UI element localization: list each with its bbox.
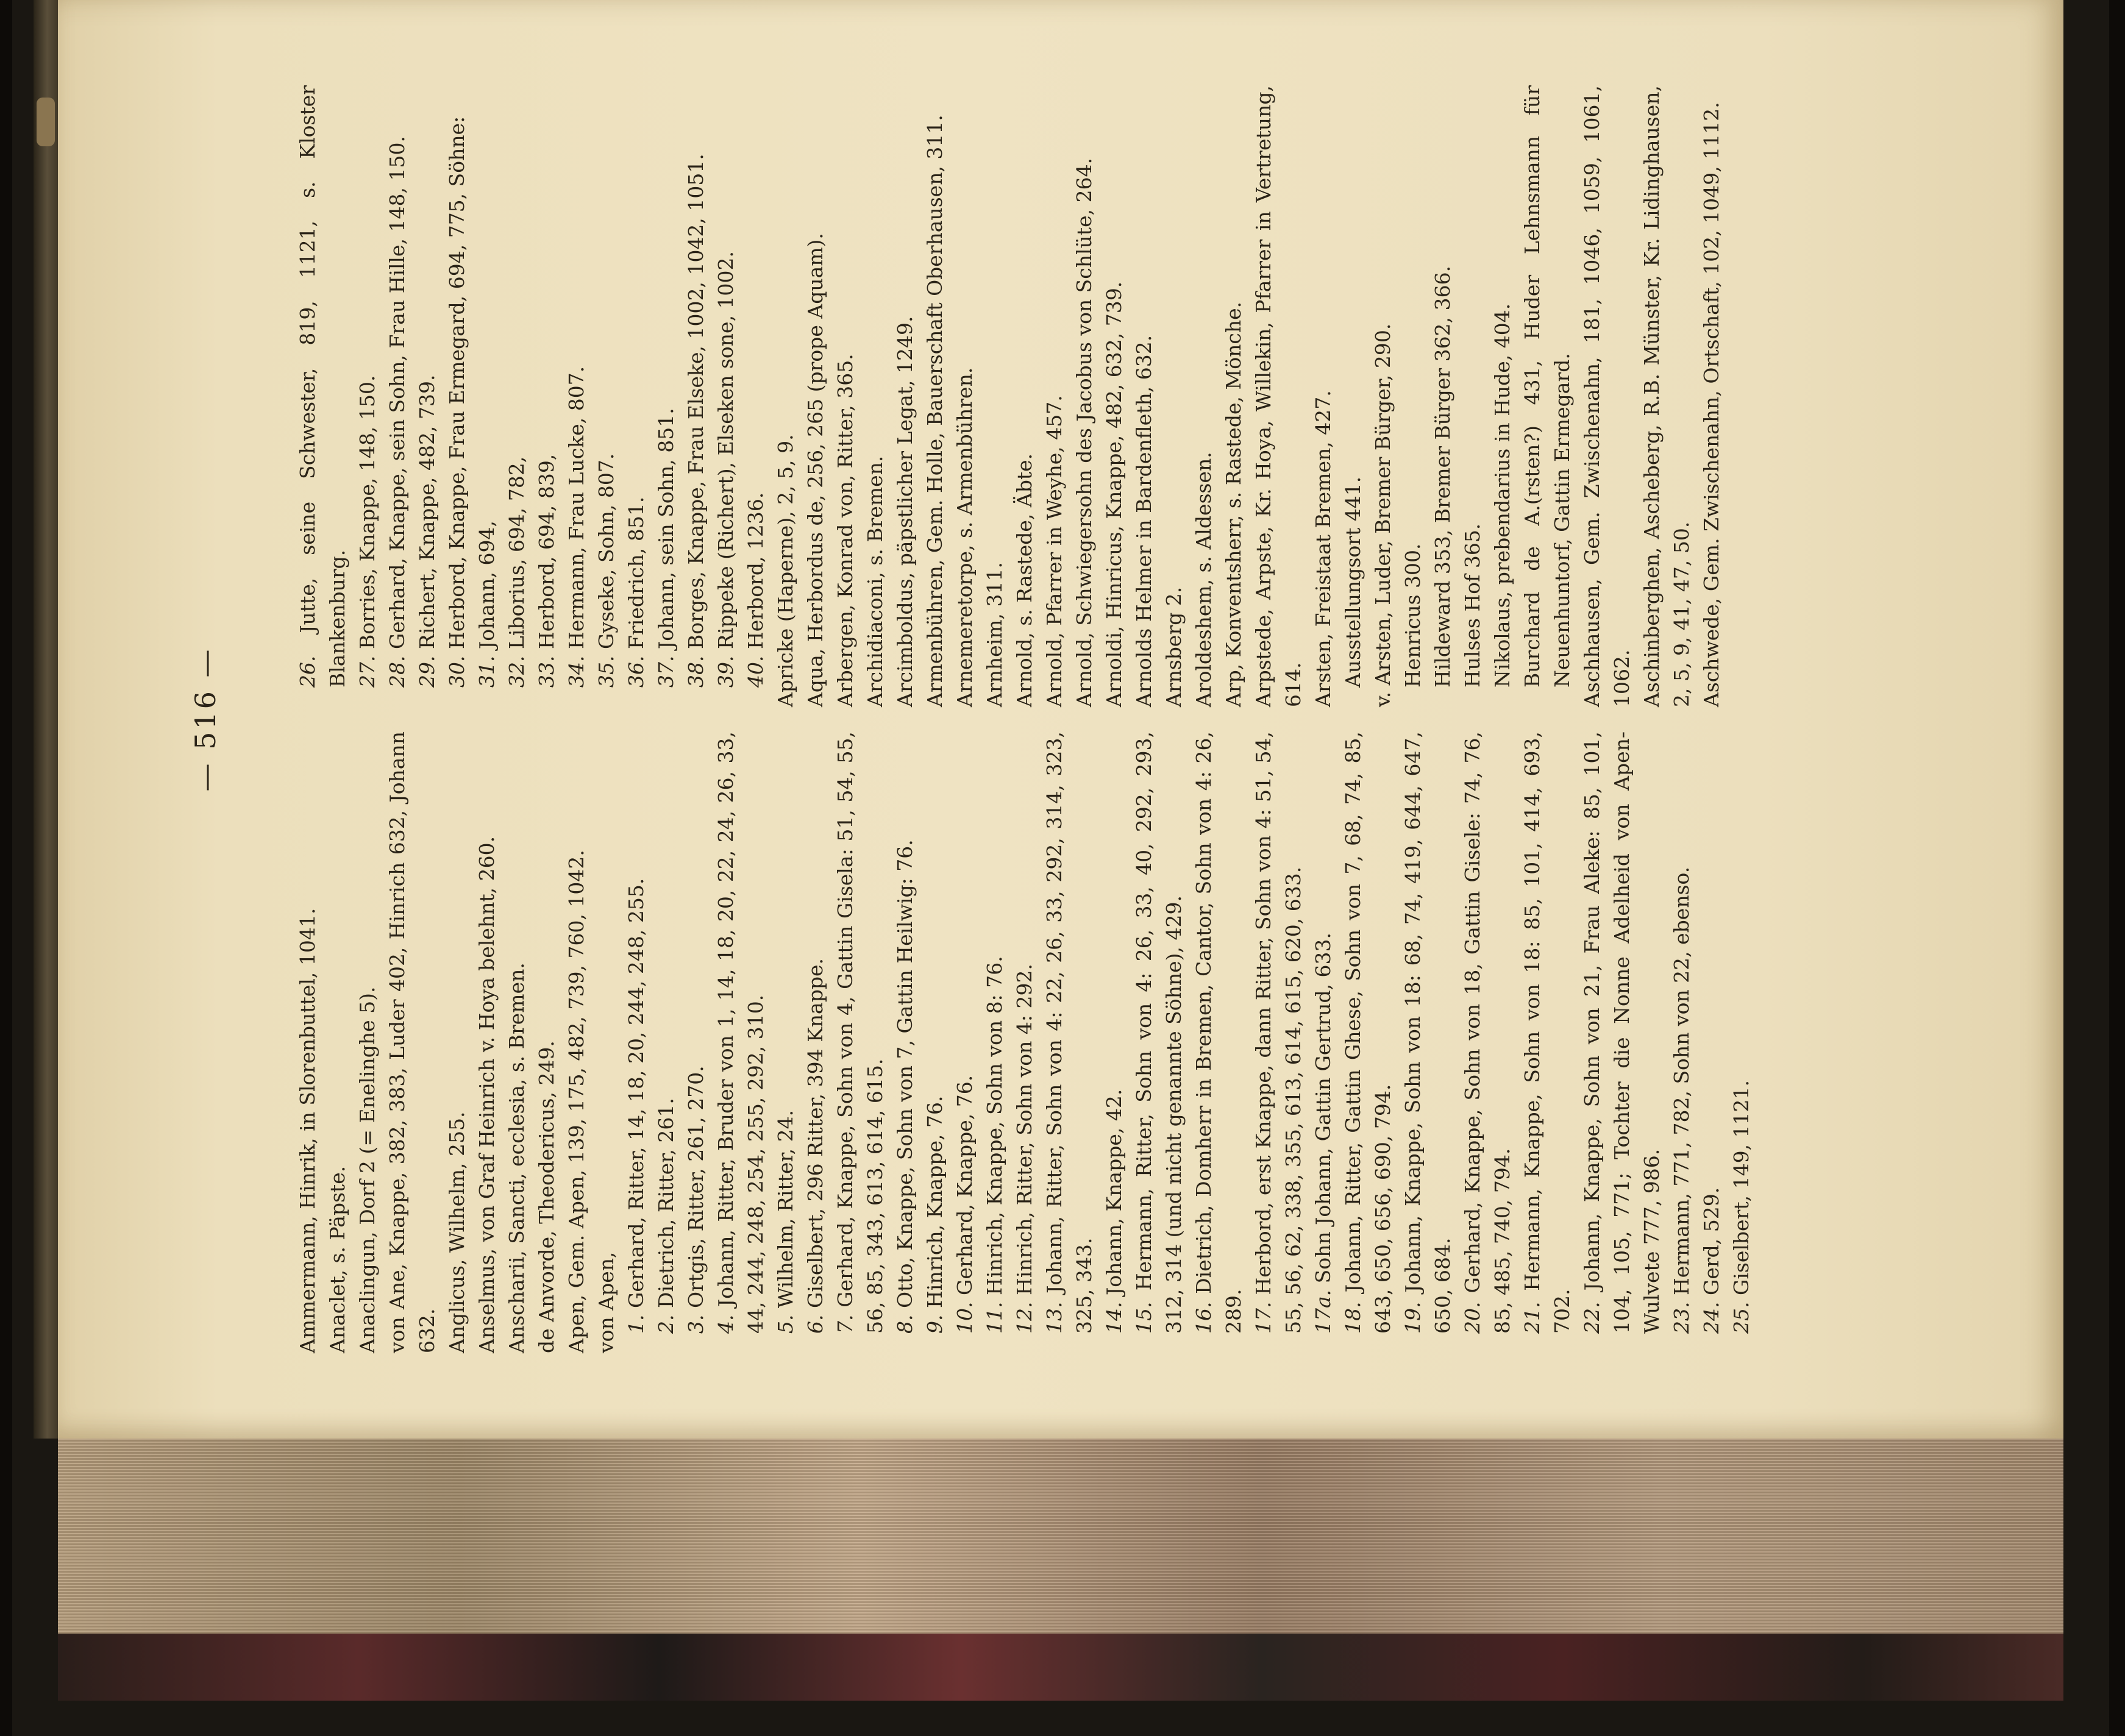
entry-number: 2.: [654, 1314, 678, 1334]
index-entry: [591, 85, 621, 707]
entry-text: Hinrich, Ritter, Sohn von 4: 292.: [1013, 963, 1036, 1296]
entry-text: Sohn Johann, Gattin Gertrud, 633.: [1311, 932, 1335, 1284]
index-entry: [711, 85, 741, 707]
index-entry: [382, 85, 412, 707]
entry-number: 11.: [983, 1301, 1006, 1334]
entry-text: Richert, Knappe, 482, 739.: [415, 374, 439, 650]
entry-text: Dietrich, Ritter, 261.: [654, 1098, 678, 1308]
index-entry: [651, 731, 681, 1353]
entry-text: Johann, Knappe, Sohn von 21, Frau Aleke: 85, 101, 104, 105, 771; Tochter die Nonne Adelheid von Apen-Wulvete 777, 986.: [1580, 731, 1664, 1334]
index-entry: [1338, 85, 1368, 707]
entry-number: 15.: [1132, 1301, 1156, 1334]
entry-text: Giselbert, 296 Ritter, 394 Knappe.: [803, 958, 827, 1308]
entry-number: 27.: [355, 655, 379, 688]
index-entry: [1129, 85, 1159, 707]
index-entry: [1248, 731, 1308, 1353]
index-entry: [890, 85, 920, 707]
entry-number: 39.: [714, 655, 738, 688]
index-entry: [293, 85, 352, 707]
entry-text: Hinrich, Knappe, 76.: [923, 1095, 947, 1308]
entry-text: Anselmus, von Graf Heinrich v. Hoya belehnt, 260.: [475, 836, 499, 1353]
entry-text: Johann, Ritter, Gattin Ghese, Sohn von 7, 68, 74, 85, 643, 650, 656, 690, 794.: [1341, 731, 1395, 1334]
index-entry: [711, 731, 771, 1353]
index-entry: [322, 731, 352, 1353]
index-entry: [681, 731, 711, 1353]
entry-number: 30.: [445, 655, 469, 688]
entry-text: Arnold, Schwiegersohn des Jacobus von Schlüte, 264.: [1072, 157, 1096, 707]
index-entry: [1219, 85, 1248, 707]
index-entry: [860, 85, 890, 707]
entry-number: 13.: [1042, 1301, 1066, 1334]
index-entry: [1009, 85, 1039, 707]
entry-text: Johann, 694,: [475, 521, 499, 650]
index-entry: [412, 85, 442, 707]
entry-text: Burchard de A.(rsten?) 431, Huder Lehnsmann für Neuenhuntorf, Gattin Ermegard.: [1520, 85, 1574, 688]
entry-number: 35.: [594, 655, 618, 688]
entry-text: Wilhelm, Ritter, 24.: [774, 1109, 797, 1308]
entry-number: 14.: [1102, 1301, 1126, 1334]
entry-text: von Apen,: [594, 1251, 618, 1353]
entry-text: Gerhard, Knappe, 76.: [953, 1075, 977, 1296]
index-entry: [532, 731, 561, 1353]
entry-number: 32.: [505, 655, 529, 688]
index-entry: [1458, 731, 1517, 1353]
entry-number: 28.: [385, 655, 409, 688]
index-entry: [621, 731, 651, 1353]
entry-text: Arbergen, Konrad von, Ritter, 365.: [833, 354, 857, 707]
entry-text: von Ane, Knappe, 382, 383, Luder 402, Hinrich 632, Johann 632.: [385, 731, 439, 1353]
entry-text: Arpstede, Arpste, Kr. Hoya, Willekin, Pfarrer in Vertretung, 614.: [1251, 85, 1305, 707]
entry-text: Borries, Knappe, 148, 150.: [355, 375, 379, 650]
index-entry: [1398, 731, 1458, 1353]
entry-text: Arnheim, 311.: [983, 562, 1006, 707]
entry-text: Dietrich, Domherr in Bremen, Cantor, Sohn von 4: 26, 289.: [1192, 731, 1245, 1334]
page-edges: [58, 1439, 2063, 1634]
entry-number: 8.: [893, 1314, 917, 1334]
entry-text: Henricus 300.: [1401, 543, 1425, 688]
entry-text: Johann, sein Sohn, 851.: [654, 408, 678, 650]
index-entry: [1487, 85, 1517, 707]
index-entry: [980, 85, 1009, 707]
entry-text: Aschwede, Gem. Zwischenahn, Ortschaft, 102, 1049, 1112.: [1700, 102, 1723, 707]
entry-text: Gyseke, Sohn, 807.: [594, 453, 618, 650]
entry-text: Johann, Ritter, Bruder von 1, 14, 18, 20, 22, 24, 26, 33, 44, 244, 248, 254, 255, 292, 310.: [714, 731, 767, 1334]
index-entry: [561, 731, 591, 1353]
entry-text: Archidiaconi, s. Bremen.: [863, 455, 887, 707]
index-entry: [1099, 85, 1129, 707]
index-entry: [830, 85, 860, 707]
entry-text: Hulses Hof 365.: [1461, 523, 1484, 688]
index-entry: [591, 731, 621, 1353]
entry-number: 3.: [684, 1314, 708, 1334]
index-entry: [1577, 731, 1667, 1353]
index-entry: [382, 731, 442, 1353]
entry-number: 24.: [1700, 1301, 1723, 1334]
entry-text: Johann, Ritter, Sohn von 4: 22, 26, 33, 292, 314, 323, 325, 343.: [1042, 731, 1096, 1334]
index-entry: [502, 731, 532, 1353]
entry-text: Herbord, 1236.: [744, 492, 767, 650]
index-entry: [1338, 731, 1398, 1353]
index-entry: [1308, 731, 1338, 1353]
index-entry: [1248, 85, 1308, 707]
index-entry: [920, 731, 950, 1353]
index-entry: [1159, 85, 1189, 707]
index-entry: [1696, 731, 1726, 1353]
index-column-left: [293, 731, 1756, 1353]
index-entry: [1039, 731, 1099, 1353]
entry-text: Arnold, Pfarrer in Weyhe, 457.: [1042, 395, 1066, 707]
entry-text: Hermann, Knappe, Sohn von 18: 85, 101, 414, 693, 702.: [1520, 731, 1574, 1334]
index-entry: [352, 731, 382, 1353]
index-entry: [651, 85, 681, 707]
index-entry: [532, 85, 561, 707]
entry-number: 1.: [624, 1314, 648, 1334]
entry-text: de Anvorde, Theodericus, 249.: [535, 1041, 558, 1353]
entry-text: Jutte, seine Schwester, 819, 1121, s. Kloster Blankenburg.: [296, 85, 349, 688]
index-entry: [472, 85, 502, 707]
entry-number: 5.: [774, 1314, 797, 1334]
index-entry: [890, 731, 920, 1353]
entry-text: Aroldeshem, s. Aldessen.: [1192, 452, 1216, 707]
index-entry: [1696, 85, 1726, 707]
entry-text: Arnemeretorpe, s. Armenbühren.: [953, 367, 977, 707]
entry-number: 17a.: [1311, 1289, 1335, 1334]
index-entry: [830, 731, 890, 1353]
entry-text: Nikolaus, prebendarius in Hude, 404.: [1490, 303, 1514, 688]
entry-text: Aschinberghen, Ascheberg, R.B. Münster, Kr. Lidinghausen, 2, 5, 9, 41, 47, 50.: [1640, 85, 1693, 707]
entry-number: 6.: [803, 1314, 827, 1334]
entry-text: Rippeke (Richert), Elseken sone, 1002.: [714, 251, 738, 650]
index-column-right: [293, 85, 1726, 707]
entry-text: Hermann, 771, 782, Sohn von 22, ebenso.: [1670, 866, 1693, 1296]
entry-number: 21.: [1520, 1301, 1544, 1334]
index-entry: [1039, 85, 1069, 707]
index-entry: [1637, 85, 1696, 707]
entry-number: 20.: [1461, 1301, 1484, 1334]
index-entry: [920, 85, 950, 707]
index-entry: [1069, 85, 1099, 707]
entry-text: Friedrich, 851.: [624, 496, 648, 650]
index-entry: [352, 85, 382, 707]
entry-text: Ammermann, Hinrik, in Slorenbuttel, 1041.: [296, 908, 319, 1353]
entry-text: Hermann, Frau Lucke, 807.: [564, 366, 588, 650]
entry-number: 38.: [684, 655, 708, 688]
entry-text: Liborius, 694, 782,: [505, 456, 529, 650]
entry-text: Arcimboldus, päpstlicher Legat, 1249.: [893, 316, 917, 707]
index-entry: [980, 731, 1009, 1353]
index-entry: [800, 731, 830, 1353]
entry-text: Herbord, erst Knappe, dann Ritter, Sohn von 4: 51, 54, 55, 56, 62, 338, 355, 613, 614, 615, 620, 633.: [1251, 731, 1305, 1334]
index-entry: [561, 85, 591, 707]
entry-number: 31.: [475, 655, 499, 688]
index-entry: [1189, 85, 1219, 707]
index-entry: [741, 85, 771, 707]
entry-text: Apricke (Haperne), 2, 5, 9.: [774, 434, 797, 707]
entry-text: Giselbert, 149, 1121.: [1729, 1080, 1753, 1296]
index-entry: [800, 85, 830, 707]
index-entry: [502, 85, 532, 707]
book-spine: [34, 0, 61, 1439]
entry-text: Hildeward 353, Bremer Bürger 362, 366.: [1431, 265, 1454, 688]
index-entry: [771, 731, 800, 1353]
index-entry: [472, 731, 502, 1353]
index-entry: [293, 731, 322, 1353]
entry-text: Anaclet, s. Päpste.: [326, 1165, 349, 1353]
index-entry: [950, 731, 980, 1353]
entry-number: 19.: [1401, 1301, 1425, 1334]
entry-text: Herbord, 694, 839,: [535, 454, 558, 650]
entry-text: Arnolds Helmer in Bardenfleth, 632.: [1132, 335, 1156, 707]
entry-number: 9.: [923, 1314, 947, 1334]
index-entry: [1577, 85, 1637, 707]
entry-number: 12.: [1013, 1301, 1036, 1334]
entry-text: Herbord, Knappe, Frau Ermegard, 694, 775, Söhne:: [445, 116, 469, 650]
page-number: — 516 —: [189, 647, 222, 792]
entry-number: 22.: [1580, 1301, 1604, 1334]
entry-text: Gerhard, Ritter, 14, 18, 20, 244, 248, 255.: [624, 878, 648, 1308]
entry-number: 25.: [1729, 1301, 1753, 1334]
entry-text: Otto, Knappe, Sohn von 7, Gattin Heilwig: 76.: [893, 839, 917, 1308]
entry-text: Arp, Konventsherr, s. Rastede, Mönche.: [1222, 301, 1245, 707]
index-entry: [950, 85, 980, 707]
index-entry: [442, 731, 472, 1353]
entry-text: v. Arsten, Luder, Bremer Bürger, 290.: [1371, 323, 1395, 707]
entry-text: Borges, Knappe, Frau Elseke, 1002, 1042, 1051.: [684, 154, 708, 650]
entry-text: Arnold, s. Rastede, Äbte.: [1013, 453, 1036, 707]
entry-number: 7.: [833, 1314, 857, 1334]
index-entry: [442, 85, 472, 707]
entry-text: Arnoldi, Hinricus, Knappe, 482, 632, 739.: [1102, 281, 1126, 707]
entry-text: Aqua, Herbordus de, 256, 265 (prope Aquam).: [803, 233, 827, 707]
rotated-page-content: [122, 49, 1951, 1390]
entry-text: Anscharii, Sancti, ecclesia, s. Bremen.: [505, 962, 529, 1353]
entry-number: 37.: [654, 655, 678, 688]
entry-text: Gerhard, Knappe, sein Sohn, Frau Hille, 148, 150.: [385, 136, 409, 650]
entry-text: Hinrich, Knappe, Sohn von 8: 76.: [983, 956, 1006, 1296]
entry-number: 23.: [1670, 1301, 1693, 1334]
index-entry: [1458, 85, 1487, 707]
entry-number: 10.: [953, 1301, 977, 1334]
entry-text: Anaclingun, Dorf 2 (= Enelinghe 5).: [355, 986, 379, 1353]
entry-text: Armenbühren, Gem. Holle, Bauerschaft Oberhausen, 311.: [923, 115, 947, 707]
index-entry: [1667, 731, 1696, 1353]
entry-number: 16.: [1192, 1301, 1216, 1334]
entry-text: Gerhard, Knappe, Sohn von 4, Gattin Gisela: 51, 54, 55, 56, 85, 343, 613, 614, 615.: [833, 731, 887, 1334]
entry-text: Apen, Gem. Apen, 139, 175, 482, 739, 760, 1042.: [564, 850, 588, 1353]
entry-number: 33.: [535, 655, 558, 688]
entry-text: Ortgis, Ritter, 261, 270.: [684, 1065, 708, 1308]
entry-text: Johann, Knappe, Sohn von 18: 68, 74, 419, 644, 647, 650, 684.: [1401, 731, 1454, 1334]
entry-text: Gerhard, Knappe, Sohn von 18, Gattin Gisele: 74, 76, 85, 485, 740, 794.: [1461, 731, 1514, 1334]
index-entry: [1368, 85, 1398, 707]
entry-number: 18.: [1341, 1301, 1365, 1334]
entry-number: 4.: [714, 1314, 738, 1334]
index-entry: [1308, 85, 1338, 707]
index-entry: [621, 85, 651, 707]
index-entry: [681, 85, 711, 707]
entry-number: 17.: [1251, 1301, 1275, 1334]
entry-text: Anglicus, Wilhelm, 255.: [445, 1111, 469, 1353]
entry-number: 40.: [744, 655, 767, 688]
index-entry: [1398, 85, 1428, 707]
entry-number: 26.: [296, 655, 319, 688]
entry-text: Johann, Knappe, 42.: [1102, 1089, 1126, 1296]
index-entry: [1428, 85, 1458, 707]
entry-text: Hermann, Ritter, Sohn von 4: 26, 33, 40, 292, 293, 312, 314 (und nicht genannte Söhne), 429.: [1132, 731, 1186, 1334]
entry-number: 34.: [564, 655, 588, 688]
index-entry: [1517, 85, 1577, 707]
index-entry: [771, 85, 800, 707]
index-entry: [1129, 731, 1189, 1353]
index-entry: [1726, 731, 1756, 1353]
bookmark-ribbon: [37, 98, 55, 146]
entry-text: Ausstellungsort 441.: [1341, 476, 1365, 688]
index-entry: [1517, 731, 1577, 1353]
marbled-edge: [58, 1634, 2063, 1701]
entry-text: Aschhausen, Gem. Zwischenahn, 181, 1046, 1059, 1061, 1062.: [1580, 85, 1634, 707]
entry-number: 29.: [415, 655, 439, 688]
index-entry: [1099, 731, 1129, 1353]
index-entry: [1009, 731, 1039, 1353]
entry-text: Gerd, 529.: [1700, 1187, 1723, 1296]
entry-text: Arnsberg 2.: [1162, 586, 1186, 707]
entry-number: 36.: [624, 655, 648, 688]
entry-text: Arsten, Freistaat Bremen, 427.: [1311, 390, 1335, 707]
index-entry: [1189, 731, 1248, 1353]
